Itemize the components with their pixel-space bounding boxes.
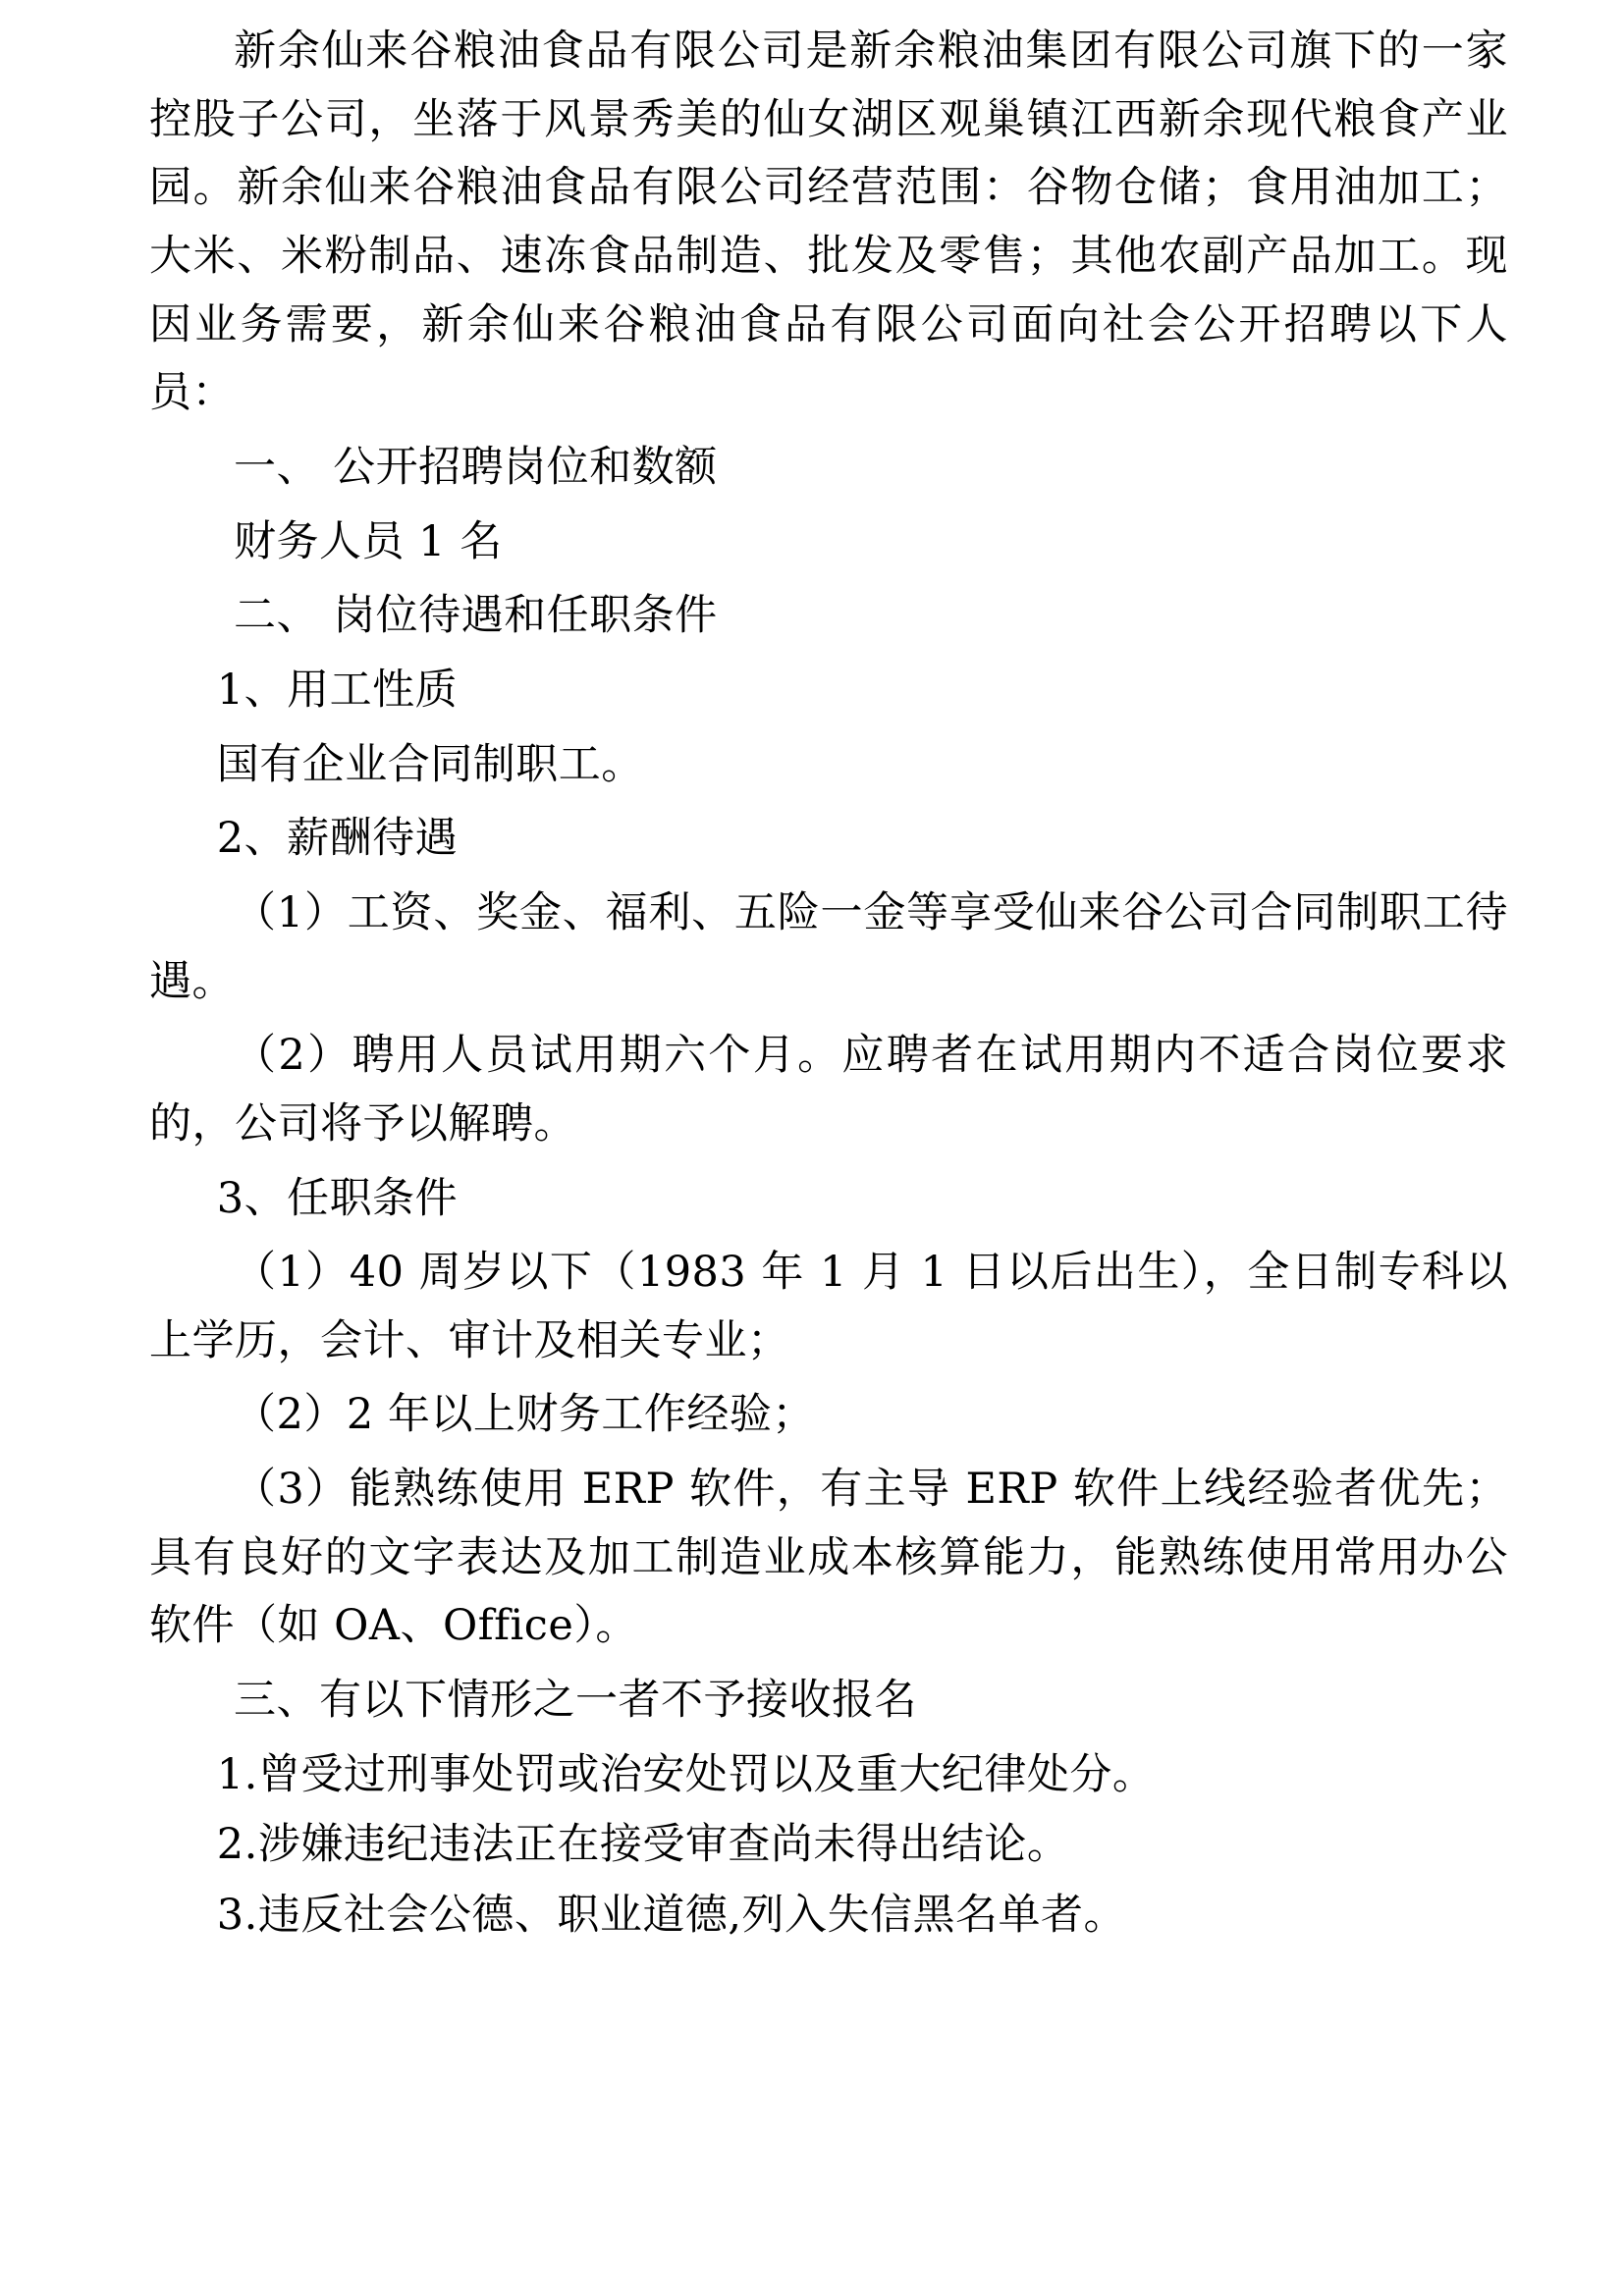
heading-employment-type: 1、用工性质	[216, 665, 459, 715]
heading-requirements: 3、任职条件	[216, 1173, 459, 1223]
paragraph-requirement-2: （2）2 年以上财务工作经验；	[234, 1390, 815, 1440]
heading-section-2: 二、 岗位待遇和任职条件	[234, 591, 718, 641]
heading-salary: 2、薪酬待遇	[216, 814, 459, 864]
document-body	[149, 18, 1508, 1950]
paragraph-exclusion-1: 1.曾受过刑事处罚或治安处罚以及重大纪律处分。	[216, 1749, 1156, 1799]
heading-section-3: 三、有以下情形之一者不予接收报名	[234, 1676, 917, 1726]
paragraph-exclusion-3: 3.违反社会公德、职业道德,列入失信黑名单者。	[216, 1891, 1126, 1941]
paragraph-requirement-3: （3）能熟练使用 ERP 软件，有主导 ERP 软件上线经验者优先；具有良好的文字表达及加工制造业成本核算能力，能熟练使用常用办公软件（如 OA、Office）。	[149, 1465, 1508, 1651]
heading-section-1: 一、 公开招聘岗位和数额	[234, 442, 718, 492]
paragraph-exclusion-2: 2.涉嫌违纪违法正在接受审查尚未得出结论。	[216, 1820, 1070, 1870]
paragraph-position-count: 财务人员 1 名	[234, 516, 503, 566]
paragraph-intro: 新余仙来谷粮油食品有限公司是新余粮油集团有限公司旗下的一家控股子公司，坐落于风景秀美的仙女湖区观巢镇江西新余现代粮食产业园。新余仙来谷粮油食品有限公司经营范围：谷物仓储；食用油加工；大米、米粉制品、速冻食品制造、批发及零售；其他农副产品加工。现因业务需要，新余仙来谷粮油食品有限公司面向社会公开招聘以下人员：	[149, 27, 1508, 418]
paragraph-salary-item-2: （2）聘用人员试用期六个月。应聘者在试用期内不适合岗位要求的，公司将予以解聘。	[149, 1031, 1508, 1148]
paragraph-employment-type: 国有企业合同制职工。	[216, 739, 644, 789]
paragraph-requirement-1: （1）40 周岁以下（1983 年 1 月 1 日以后出生），全日制专科以上学历，会计、审计及相关专业；	[149, 1248, 1508, 1365]
paragraph-salary-item-1: （1）工资、奖金、福利、五险一金等享受仙来谷公司合同制职工待遇。	[149, 887, 1508, 1006]
